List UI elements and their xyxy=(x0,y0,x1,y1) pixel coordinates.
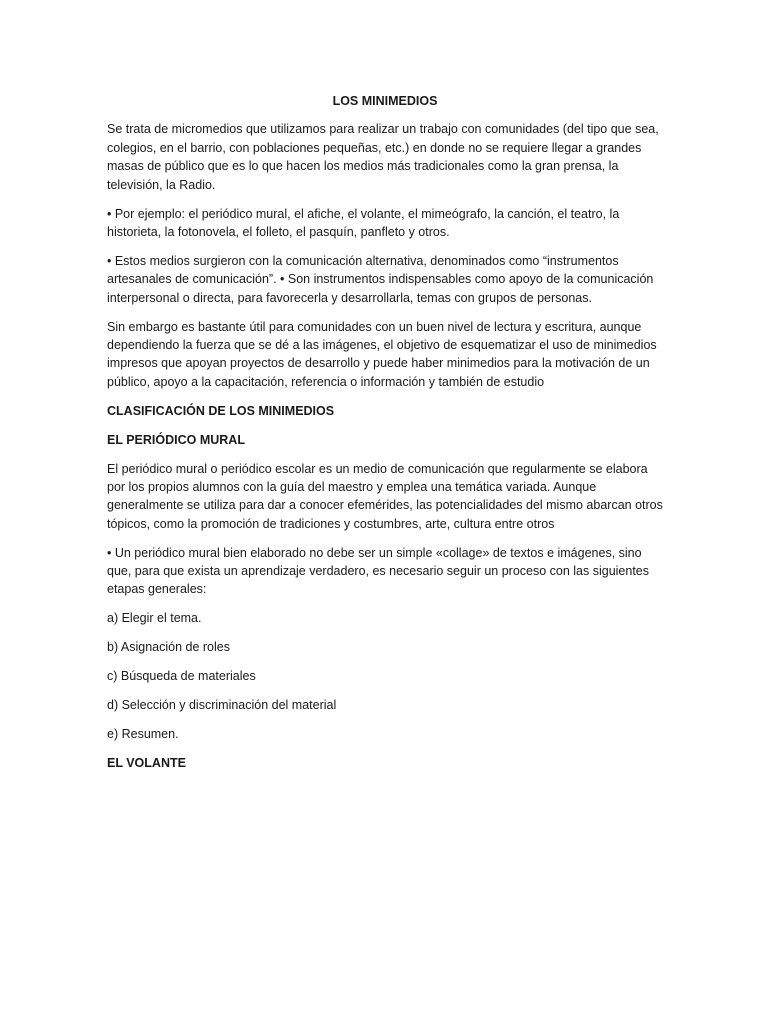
mural-process-paragraph: • Un periódico mural bien elaborado no debe ser un simple «collage» de textos e imágenes, sino que, para que exista un aprendizaje verdadero, es necesario seguir un proceso con las siguientes etapas generales: xyxy=(107,545,650,597)
volante-heading: EL VOLANTE xyxy=(107,755,186,770)
origin-paragraph: • Estos medios surgieron con la comunicación alternativa, denominados como “instrumentos artesanales de comunicación”. • Son instrumentos indispensables como apoyo de la comunicación interpersonal o directa, para favorecerla y desarrollarla, temas con grupos de personas. xyxy=(107,253,654,305)
step-item: a) Elegir el tema. xyxy=(107,611,202,626)
step-item: d) Selección y discriminación del material xyxy=(107,698,337,713)
examples-paragraph: • Por ejemplo: el periódico mural, el afiche, el volante, el mimeógrafo, la canción, el teatro, la historieta, la fotonovela, el folleto, el pasquín, panfleto y otros. xyxy=(107,206,620,239)
intro-paragraph: Se trata de micromedios que utilizamos para realizar un trabajo con comunidades (del tipo que sea, colegios, en el barrio, con poblaciones pequeñas, etc.) en donde no se requiere llegar a grandes masas de público que es lo que hacen los medios más tradicionales como la gran prensa, la televisión, la Radio. xyxy=(107,122,659,192)
document-title: LOS MINIMEDIOS xyxy=(332,94,438,108)
usage-paragraph: Sin embargo es bastante útil para comunidades con un buen nivel de lectura y escritura, aunque dependiendo la fuerza que se dé a las imágenes, el objetivo de esquematizar el uso de minimedios impresos que apoyan proyectos de desarrollo y puede haber minimedios para la motivación de un público, apoyo a la capacitación, referencia o información y también de estudio xyxy=(107,319,657,389)
classification-heading: CLASIFICACIÓN DE LOS MINIMEDIOS xyxy=(107,403,335,418)
step-item: c) Búsqueda de materiales xyxy=(107,669,256,684)
mural-description-paragraph: El periódico mural o periódico escolar es un medio de comunicación que regularmente se elabora por los propios alumnos con la guía del maestro y emplea una temática variada. Aunque generalmente se utiliza para dar a conocer efemérides, las potencialidades del mismo abarcan otros tópicos, como la promoción de tradiciones y costumbres, arte, cultura entre otros xyxy=(107,461,663,531)
mural-heading: EL PERIÓDICO MURAL xyxy=(107,432,245,447)
step-item: e) Resumen. xyxy=(107,726,179,741)
document-page xyxy=(107,92,663,783)
step-item: b) Asignación de roles xyxy=(107,640,230,655)
